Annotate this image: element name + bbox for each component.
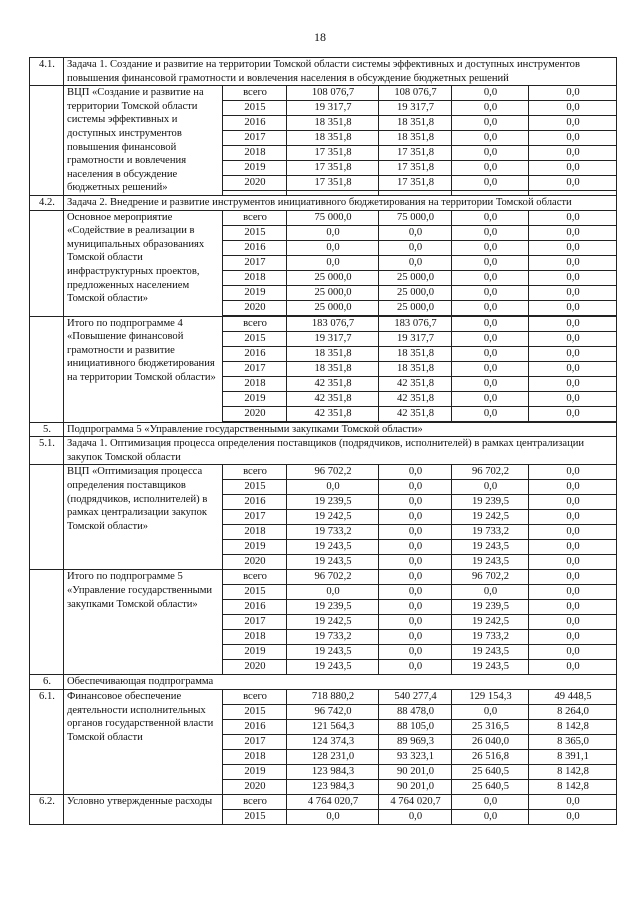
row-number bbox=[30, 570, 64, 675]
other-sources-cell: 0,0 bbox=[529, 361, 617, 376]
total-cell: 25 000,0 bbox=[287, 285, 379, 300]
section-title: Задача 1. Создание и развитие на территории Томской области системы эффективных и доступных инструментов повышения финансовой грамотности и вовлечения населения в обсуждение бюджетных решений bbox=[64, 58, 617, 86]
other-sources-cell: 0,0 bbox=[529, 809, 617, 824]
federal-budget-cell: 0,0 bbox=[452, 146, 529, 161]
regional-budget-cell: 18 351,8 bbox=[379, 361, 452, 376]
other-sources-cell: 0,0 bbox=[529, 660, 617, 675]
regional-budget-cell: 75 000,0 bbox=[379, 210, 452, 225]
total-cell: 96 702,2 bbox=[287, 465, 379, 480]
total-cell: 123 984,3 bbox=[287, 779, 379, 794]
other-sources-cell: 0,0 bbox=[529, 161, 617, 176]
year-cell: 2017 bbox=[223, 131, 287, 146]
budget-table-body bbox=[30, 58, 617, 825]
total-cell: 108 076,7 bbox=[287, 86, 379, 101]
federal-budget-cell: 0,0 bbox=[452, 316, 529, 331]
year-cell: 2020 bbox=[223, 555, 287, 570]
regional-budget-cell: 0,0 bbox=[379, 615, 452, 630]
year-cell: 2020 bbox=[223, 779, 287, 794]
other-sources-cell: 8 142,8 bbox=[529, 719, 617, 734]
total-cell: 718 880,2 bbox=[287, 689, 379, 704]
regional-budget-cell: 18 351,8 bbox=[379, 116, 452, 131]
section-title: Обеспечивающая подпрограмма bbox=[64, 675, 617, 690]
total-cell: 124 374,3 bbox=[287, 734, 379, 749]
total-cell: 0,0 bbox=[287, 585, 379, 600]
federal-budget-cell: 0,0 bbox=[452, 240, 529, 255]
year-cell: 2019 bbox=[223, 391, 287, 406]
other-sources-cell: 8 142,8 bbox=[529, 764, 617, 779]
year-cell: 2020 bbox=[223, 406, 287, 421]
total-cell: 18 351,8 bbox=[287, 131, 379, 146]
regional-budget-cell: 183 076,7 bbox=[379, 316, 452, 331]
section-header-row bbox=[30, 675, 617, 690]
year-cell: 2016 bbox=[223, 719, 287, 734]
total-cell: 4 764 020,7 bbox=[287, 794, 379, 809]
regional-budget-cell: 89 969,3 bbox=[379, 734, 452, 749]
total-cell: 0,0 bbox=[287, 809, 379, 824]
regional-budget-cell: 0,0 bbox=[379, 630, 452, 645]
year-cell: 2015 bbox=[223, 809, 287, 824]
year-cell: 2019 bbox=[223, 285, 287, 300]
federal-budget-cell: 0,0 bbox=[452, 361, 529, 376]
federal-budget-cell: 0,0 bbox=[452, 101, 529, 116]
other-sources-cell: 0,0 bbox=[529, 645, 617, 660]
section-header-row bbox=[30, 437, 617, 465]
regional-budget-cell: 42 351,8 bbox=[379, 391, 452, 406]
program-name: Итого по подпрограмме 5 «Управление государственными закупками Томской области» bbox=[64, 570, 223, 675]
federal-budget-cell: 0,0 bbox=[452, 116, 529, 131]
other-sources-cell: 0,0 bbox=[529, 510, 617, 525]
other-sources-cell: 0,0 bbox=[529, 240, 617, 255]
other-sources-cell: 0,0 bbox=[529, 525, 617, 540]
year-cell: 2015 bbox=[223, 225, 287, 240]
year-cell: 2015 bbox=[223, 480, 287, 495]
table-row bbox=[30, 86, 617, 101]
total-cell: 123 984,3 bbox=[287, 764, 379, 779]
program-name: Основное мероприятие «Содействие в реализации в муниципальных образованиях Томской области инфраструктурных проектов, предложенных населением Томской области» bbox=[64, 210, 223, 316]
total-cell: 19 733,2 bbox=[287, 525, 379, 540]
federal-budget-cell: 0,0 bbox=[452, 270, 529, 285]
section-number: 5. bbox=[30, 422, 64, 437]
row-number: 6.1. bbox=[30, 689, 64, 794]
total-cell: 19 733,2 bbox=[287, 630, 379, 645]
regional-budget-cell: 0,0 bbox=[379, 465, 452, 480]
other-sources-cell: 0,0 bbox=[529, 285, 617, 300]
regional-budget-cell: 0,0 bbox=[379, 240, 452, 255]
other-sources-cell: 8 264,0 bbox=[529, 704, 617, 719]
total-cell: 19 243,5 bbox=[287, 540, 379, 555]
year-cell: 2016 bbox=[223, 240, 287, 255]
regional-budget-cell: 0,0 bbox=[379, 570, 452, 585]
other-sources-cell: 0,0 bbox=[529, 585, 617, 600]
year-cell: 2017 bbox=[223, 255, 287, 270]
year-cell: 2016 bbox=[223, 116, 287, 131]
other-sources-cell: 0,0 bbox=[529, 316, 617, 331]
federal-budget-cell: 0,0 bbox=[452, 391, 529, 406]
other-sources-cell: 0,0 bbox=[529, 255, 617, 270]
other-sources-cell: 0,0 bbox=[529, 225, 617, 240]
federal-budget-cell: 0,0 bbox=[452, 794, 529, 809]
year-cell: 2018 bbox=[223, 270, 287, 285]
total-cell: 17 351,8 bbox=[287, 146, 379, 161]
total-cell: 19 242,5 bbox=[287, 510, 379, 525]
regional-budget-cell: 18 351,8 bbox=[379, 346, 452, 361]
federal-budget-cell: 0,0 bbox=[452, 704, 529, 719]
federal-budget-cell: 26 516,8 bbox=[452, 749, 529, 764]
year-cell: 2018 bbox=[223, 630, 287, 645]
year-cell: 2019 bbox=[223, 645, 287, 660]
other-sources-cell: 0,0 bbox=[529, 376, 617, 391]
federal-budget-cell: 19 243,5 bbox=[452, 555, 529, 570]
other-sources-cell: 0,0 bbox=[529, 176, 617, 191]
regional-budget-cell: 0,0 bbox=[379, 645, 452, 660]
other-sources-cell: 0,0 bbox=[529, 86, 617, 101]
regional-budget-cell: 0,0 bbox=[379, 225, 452, 240]
regional-budget-cell: 88 478,0 bbox=[379, 704, 452, 719]
federal-budget-cell: 0,0 bbox=[452, 331, 529, 346]
row-number bbox=[30, 210, 64, 316]
regional-budget-cell: 0,0 bbox=[379, 525, 452, 540]
table-row bbox=[30, 794, 617, 809]
total-cell: 19 317,7 bbox=[287, 331, 379, 346]
total-cell: 96 742,0 bbox=[287, 704, 379, 719]
regional-budget-cell: 18 351,8 bbox=[379, 131, 452, 146]
other-sources-cell: 0,0 bbox=[529, 116, 617, 131]
row-number bbox=[30, 316, 64, 422]
program-name: Финансовое обеспечение деятельности исполнительных органов государственной власти Томской области bbox=[64, 689, 223, 794]
other-sources-cell: 0,0 bbox=[529, 615, 617, 630]
table-row bbox=[30, 570, 617, 585]
total-cell: 0,0 bbox=[287, 240, 379, 255]
section-title: Подпрограмма 5 «Управление государственными закупками Томской области» bbox=[64, 422, 617, 437]
regional-budget-cell: 0,0 bbox=[379, 809, 452, 824]
regional-budget-cell: 17 351,8 bbox=[379, 161, 452, 176]
federal-budget-cell: 0,0 bbox=[452, 255, 529, 270]
regional-budget-cell: 0,0 bbox=[379, 540, 452, 555]
total-cell: 19 239,5 bbox=[287, 495, 379, 510]
other-sources-cell: 0,0 bbox=[529, 480, 617, 495]
year-cell: 2020 bbox=[223, 660, 287, 675]
other-sources-cell: 0,0 bbox=[529, 600, 617, 615]
year-cell: всего bbox=[223, 465, 287, 480]
federal-budget-cell: 0,0 bbox=[452, 86, 529, 101]
federal-budget-cell: 0,0 bbox=[452, 161, 529, 176]
regional-budget-cell: 0,0 bbox=[379, 495, 452, 510]
regional-budget-cell: 25 000,0 bbox=[379, 270, 452, 285]
total-cell: 42 351,8 bbox=[287, 376, 379, 391]
table-row bbox=[30, 316, 617, 331]
total-cell: 19 317,7 bbox=[287, 101, 379, 116]
section-number: 6. bbox=[30, 675, 64, 690]
total-cell: 128 231,0 bbox=[287, 749, 379, 764]
federal-budget-cell: 0,0 bbox=[452, 210, 529, 225]
regional-budget-cell: 42 351,8 bbox=[379, 376, 452, 391]
regional-budget-cell: 0,0 bbox=[379, 510, 452, 525]
regional-budget-cell: 540 277,4 bbox=[379, 689, 452, 704]
total-cell: 183 076,7 bbox=[287, 316, 379, 331]
program-name: ВЦП «Создание и развитие на территории Томской области системы эффективных и доступных инструментов повышения финансовой грамотности и вовлечения населения в обсуждение бюджетных решений» bbox=[64, 86, 223, 196]
year-cell: 2017 bbox=[223, 734, 287, 749]
regional-budget-cell: 90 201,0 bbox=[379, 764, 452, 779]
table-row bbox=[30, 210, 617, 225]
federal-budget-cell: 96 702,2 bbox=[452, 570, 529, 585]
year-cell: 2016 bbox=[223, 495, 287, 510]
year-cell: всего bbox=[223, 794, 287, 809]
total-cell: 19 243,5 bbox=[287, 660, 379, 675]
other-sources-cell: 0,0 bbox=[529, 555, 617, 570]
budget-table bbox=[29, 57, 617, 825]
year-cell: 2016 bbox=[223, 346, 287, 361]
section-title: Задача 2. Внедрение и развитие инструментов инициативного бюджетирования на территории Томской области bbox=[64, 195, 617, 210]
year-cell: 2018 bbox=[223, 525, 287, 540]
program-name: Итого по подпрограмме 4 «Повышение финансовой грамотности и развитие инициативного бюджетирования на территории Томской области» bbox=[64, 316, 223, 422]
year-cell: 2017 bbox=[223, 615, 287, 630]
other-sources-cell: 49 448,5 bbox=[529, 689, 617, 704]
year-cell: 2018 bbox=[223, 376, 287, 391]
federal-budget-cell: 0,0 bbox=[452, 480, 529, 495]
federal-budget-cell: 0,0 bbox=[452, 585, 529, 600]
row-number: 6.2. bbox=[30, 794, 64, 824]
other-sources-cell: 0,0 bbox=[529, 131, 617, 146]
other-sources-cell: 0,0 bbox=[529, 391, 617, 406]
total-cell: 25 000,0 bbox=[287, 300, 379, 315]
federal-budget-cell: 0,0 bbox=[452, 300, 529, 315]
regional-budget-cell: 17 351,8 bbox=[379, 146, 452, 161]
regional-budget-cell: 17 351,8 bbox=[379, 176, 452, 191]
federal-budget-cell: 19 243,5 bbox=[452, 645, 529, 660]
total-cell: 18 351,8 bbox=[287, 116, 379, 131]
other-sources-cell: 8 391,1 bbox=[529, 749, 617, 764]
year-cell: всего bbox=[223, 86, 287, 101]
regional-budget-cell: 4 764 020,7 bbox=[379, 794, 452, 809]
regional-budget-cell: 25 000,0 bbox=[379, 300, 452, 315]
total-cell: 19 239,5 bbox=[287, 600, 379, 615]
program-name: ВЦП «Оптимизация процесса определения поставщиков (подрядчиков, исполнителей) в рамках централизации закупок Томской области» bbox=[64, 465, 223, 570]
federal-budget-cell: 19 239,5 bbox=[452, 600, 529, 615]
year-cell: 2018 bbox=[223, 146, 287, 161]
total-cell: 17 351,8 bbox=[287, 161, 379, 176]
other-sources-cell: 0,0 bbox=[529, 465, 617, 480]
year-cell: 2019 bbox=[223, 764, 287, 779]
regional-budget-cell: 0,0 bbox=[379, 555, 452, 570]
year-cell: 2016 bbox=[223, 600, 287, 615]
total-cell: 19 243,5 bbox=[287, 555, 379, 570]
other-sources-cell: 8 365,0 bbox=[529, 734, 617, 749]
regional-budget-cell: 42 351,8 bbox=[379, 406, 452, 421]
federal-budget-cell: 0,0 bbox=[452, 131, 529, 146]
federal-budget-cell: 0,0 bbox=[452, 406, 529, 421]
total-cell: 121 564,3 bbox=[287, 719, 379, 734]
federal-budget-cell: 0,0 bbox=[452, 176, 529, 191]
year-cell: всего bbox=[223, 689, 287, 704]
section-header-row bbox=[30, 58, 617, 86]
year-cell: 2019 bbox=[223, 540, 287, 555]
year-cell: 2020 bbox=[223, 300, 287, 315]
total-cell: 42 351,8 bbox=[287, 406, 379, 421]
row-number bbox=[30, 465, 64, 570]
federal-budget-cell: 0,0 bbox=[452, 346, 529, 361]
regional-budget-cell: 0,0 bbox=[379, 255, 452, 270]
total-cell: 19 243,5 bbox=[287, 645, 379, 660]
regional-budget-cell: 0,0 bbox=[379, 660, 452, 675]
regional-budget-cell: 0,0 bbox=[379, 585, 452, 600]
regional-budget-cell: 108 076,7 bbox=[379, 86, 452, 101]
regional-budget-cell: 88 105,0 bbox=[379, 719, 452, 734]
other-sources-cell: 0,0 bbox=[529, 346, 617, 361]
federal-budget-cell: 96 702,2 bbox=[452, 465, 529, 480]
year-cell: 2015 bbox=[223, 101, 287, 116]
federal-budget-cell: 25 640,5 bbox=[452, 764, 529, 779]
total-cell: 18 351,8 bbox=[287, 361, 379, 376]
total-cell: 96 702,2 bbox=[287, 570, 379, 585]
other-sources-cell: 0,0 bbox=[529, 101, 617, 116]
year-cell: 2017 bbox=[223, 361, 287, 376]
regional-budget-cell: 0,0 bbox=[379, 480, 452, 495]
year-cell: всего bbox=[223, 316, 287, 331]
federal-budget-cell: 19 242,5 bbox=[452, 615, 529, 630]
regional-budget-cell: 19 317,7 bbox=[379, 101, 452, 116]
federal-budget-cell: 19 243,5 bbox=[452, 660, 529, 675]
table-row bbox=[30, 465, 617, 480]
year-cell: всего bbox=[223, 210, 287, 225]
federal-budget-cell: 26 040,0 bbox=[452, 734, 529, 749]
year-cell: 2018 bbox=[223, 749, 287, 764]
regional-budget-cell: 93 323,1 bbox=[379, 749, 452, 764]
total-cell: 0,0 bbox=[287, 225, 379, 240]
total-cell: 0,0 bbox=[287, 480, 379, 495]
total-cell: 18 351,8 bbox=[287, 346, 379, 361]
federal-budget-cell: 0,0 bbox=[452, 376, 529, 391]
row-number bbox=[30, 86, 64, 196]
federal-budget-cell: 129 154,3 bbox=[452, 689, 529, 704]
year-cell: 2015 bbox=[223, 704, 287, 719]
other-sources-cell: 0,0 bbox=[529, 630, 617, 645]
section-number: 4.1. bbox=[30, 58, 64, 86]
other-sources-cell: 0,0 bbox=[529, 146, 617, 161]
total-cell: 19 242,5 bbox=[287, 615, 379, 630]
regional-budget-cell: 19 317,7 bbox=[379, 331, 452, 346]
total-cell: 75 000,0 bbox=[287, 210, 379, 225]
section-header-row bbox=[30, 195, 617, 210]
federal-budget-cell: 19 243,5 bbox=[452, 540, 529, 555]
federal-budget-cell: 19 733,2 bbox=[452, 630, 529, 645]
federal-budget-cell: 0,0 bbox=[452, 225, 529, 240]
program-name: Условно утвержденные расходы bbox=[64, 794, 223, 824]
regional-budget-cell: 90 201,0 bbox=[379, 779, 452, 794]
year-cell: 2015 bbox=[223, 331, 287, 346]
regional-budget-cell: 25 000,0 bbox=[379, 285, 452, 300]
federal-budget-cell: 19 733,2 bbox=[452, 525, 529, 540]
total-cell: 17 351,8 bbox=[287, 176, 379, 191]
other-sources-cell: 0,0 bbox=[529, 794, 617, 809]
other-sources-cell: 0,0 bbox=[529, 570, 617, 585]
federal-budget-cell: 25 640,5 bbox=[452, 779, 529, 794]
federal-budget-cell: 0,0 bbox=[452, 285, 529, 300]
year-cell: всего bbox=[223, 570, 287, 585]
other-sources-cell: 0,0 bbox=[529, 540, 617, 555]
section-number: 5.1. bbox=[30, 437, 64, 465]
year-cell: 2015 bbox=[223, 585, 287, 600]
federal-budget-cell: 0,0 bbox=[452, 809, 529, 824]
federal-budget-cell: 19 242,5 bbox=[452, 510, 529, 525]
other-sources-cell: 0,0 bbox=[529, 331, 617, 346]
year-cell: 2019 bbox=[223, 161, 287, 176]
year-cell: 2020 bbox=[223, 176, 287, 191]
section-title: Задача 1. Оптимизация процесса определения поставщиков (подрядчиков, исполнителей) в рамках централизации закупок Томской области bbox=[64, 437, 617, 465]
other-sources-cell: 0,0 bbox=[529, 300, 617, 315]
other-sources-cell: 0,0 bbox=[529, 406, 617, 421]
table-row bbox=[30, 689, 617, 704]
section-header-row bbox=[30, 422, 617, 437]
total-cell: 0,0 bbox=[287, 255, 379, 270]
other-sources-cell: 0,0 bbox=[529, 270, 617, 285]
total-cell: 42 351,8 bbox=[287, 391, 379, 406]
section-number: 4.2. bbox=[30, 195, 64, 210]
other-sources-cell: 0,0 bbox=[529, 495, 617, 510]
year-cell: 2017 bbox=[223, 510, 287, 525]
total-cell: 25 000,0 bbox=[287, 270, 379, 285]
other-sources-cell: 8 142,8 bbox=[529, 779, 617, 794]
regional-budget-cell: 0,0 bbox=[379, 600, 452, 615]
other-sources-cell: 0,0 bbox=[529, 210, 617, 225]
page-number: 18 bbox=[314, 30, 326, 44]
federal-budget-cell: 25 316,5 bbox=[452, 719, 529, 734]
federal-budget-cell: 19 239,5 bbox=[452, 495, 529, 510]
